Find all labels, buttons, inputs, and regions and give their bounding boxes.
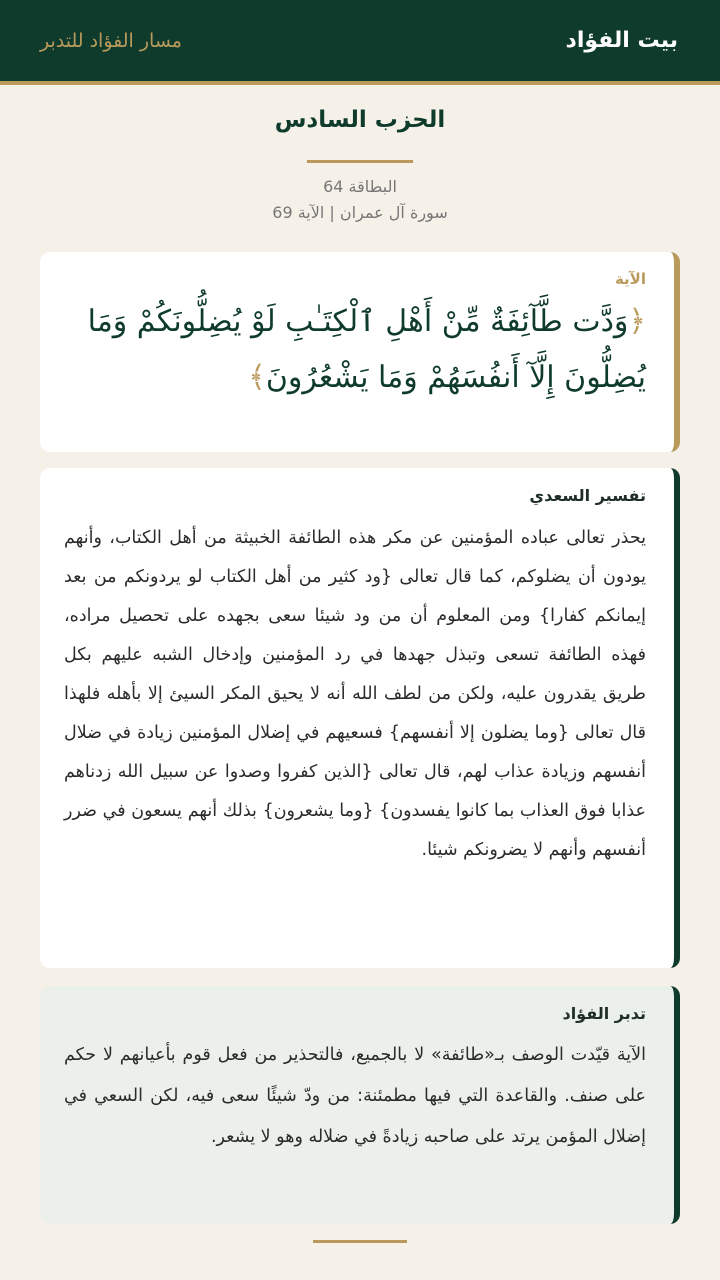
- ayah-card: [40, 252, 680, 452]
- section-header: [0, 104, 720, 222]
- app-subtitle-link[interactable]: مسار الفؤاد للتدبر: [40, 29, 182, 52]
- tadabbur-text: الآية قيّدت الوصف بـ«طائفة» لا بالجميع، فالتحذير من فعل قوم بأعيانهم لا حكم على صنف. والقاعدة التي فيها مطمئنة: من ودّ شيئًا سعى فيه، لكن السعي في إضلال المؤمن يرتد على صاحبه زيادةً في ضلاله وهو لا يشعر.: [64, 1045, 646, 1147]
- app-brand-title[interactable]: بيت الفؤاد: [565, 28, 678, 53]
- card-number: البطاقة 64: [323, 177, 397, 196]
- tadabbur-card: [40, 986, 680, 1224]
- tafsir-card-label: تفسير السعدي: [529, 486, 646, 505]
- hizb-title: الحزب السادس: [274, 107, 446, 133]
- ayah-open-bracket: ﴿: [628, 304, 646, 339]
- ayah-card-label: الآية: [614, 270, 646, 288]
- ayah-close-bracket: ﴾: [248, 360, 266, 395]
- ayah-verse: وَدَّت طَّآئِفَةٌ مِّنْ أَهْلِ ٱلْكِتَـٰبِ لَوْ يُضِلُّونَكُمْ وَمَا يُضِلُّونَ إِلَّآ أَنفُسَهُمْ وَمَا يَشْعُرُونَ: [87, 304, 646, 395]
- tadabbur-card-label: تدبر الفؤاد: [562, 1004, 646, 1023]
- ayah-text: [64, 294, 646, 406]
- top-app-bar: [0, 0, 720, 85]
- title-divider: [307, 160, 413, 163]
- tafsir-text: يحذر تعالى عباده المؤمنين عن مكر هذه الطائفة الخبيثة من أهل الكتاب، وأنهم يودون أن يضلوكم، كما قال تعالى {ود كثير من أهل الكتاب لو يردونكم من بعد إيمانكم كفارا} ومن المعلوم أن من ود شيئا سعى بجهده على تحصيل مراده، فهذه الطائفة تسعى وتبذل جهدها في رد المؤمنين وإدخال الشبه عليهم بكل طريق يقدرون عليه، ولكن من لطف الله أنه لا يحيق المكر السيئ إلا بأهله فلهذا قال تعالى {وما يضلون إلا أنفسهم} فسعيهم في إضلال المؤمنين زيادة في ضلال أنفسهم وزيادة عذاب لهم، قال تعالى {الذين كفروا وصدوا عن سبيل الله زدناهم عذابا فوق العذاب بما كانوا يفسدون} {وما يشعرون} بذلك أنهم يسعون في ضرر أنفسهم وأنهم لا يضرونكم شيئا.: [64, 528, 646, 860]
- surah-reference: سورة آل عمران | الآية 69: [272, 203, 448, 222]
- tafsir-card: [40, 468, 680, 968]
- footer-divider: [313, 1240, 407, 1243]
